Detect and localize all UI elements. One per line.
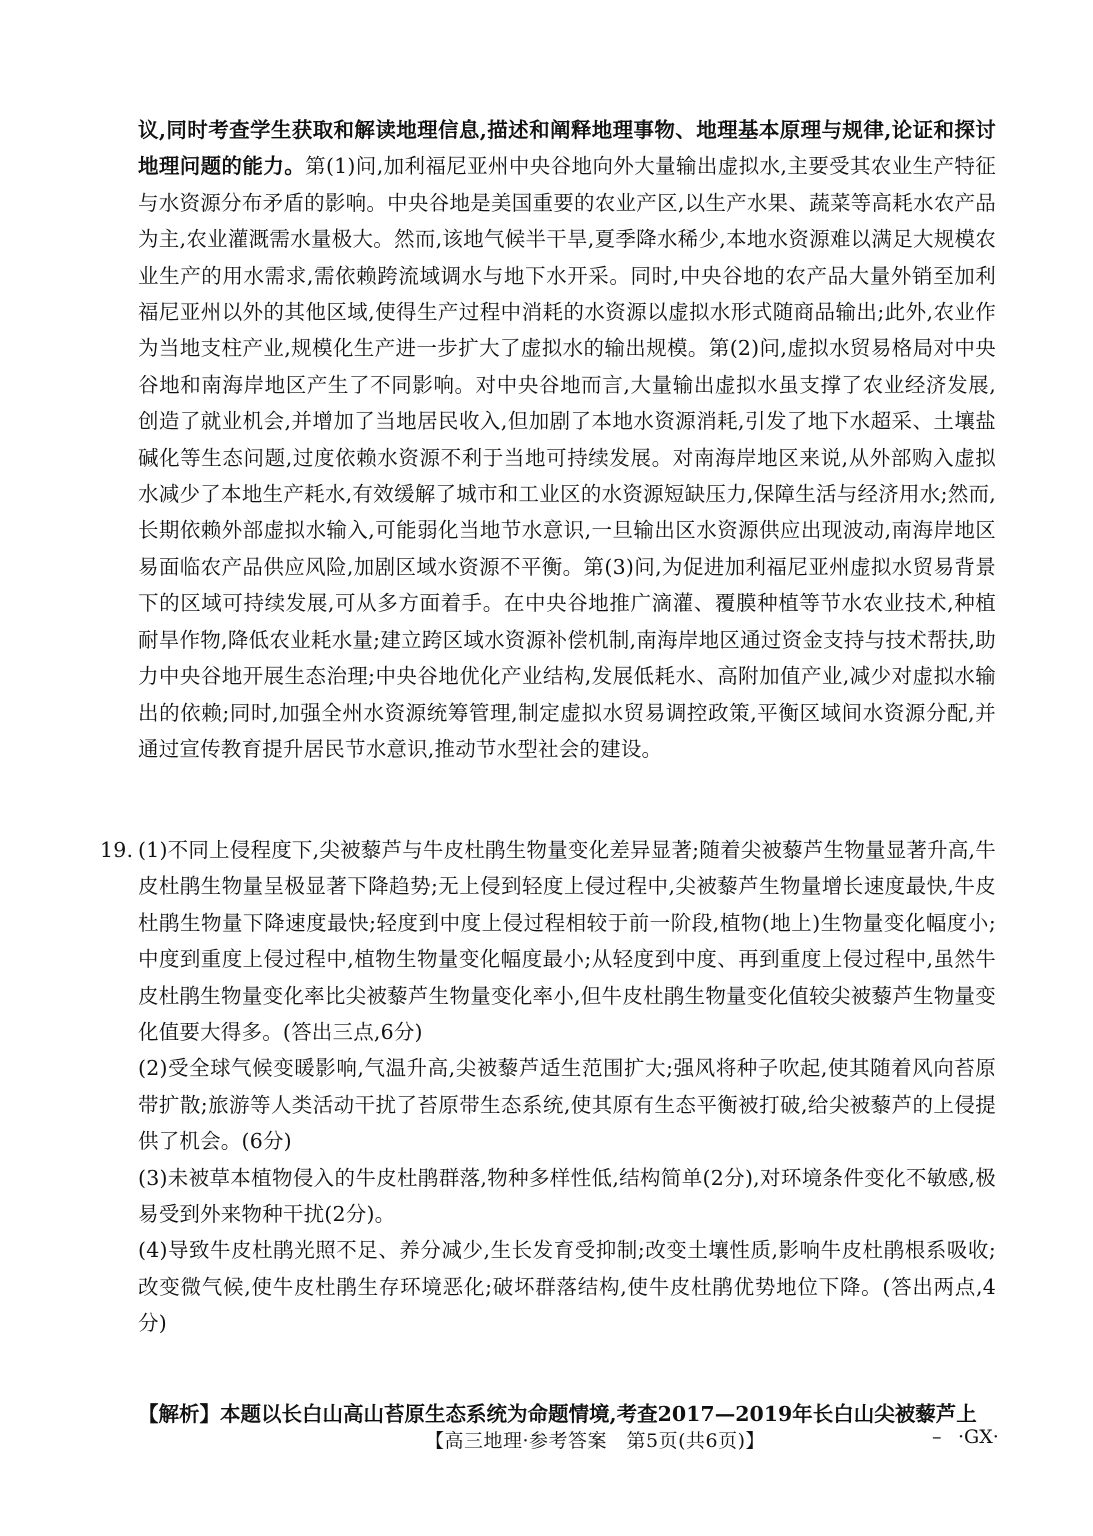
analysis-tag: 【解析】 [138, 1402, 220, 1426]
q19-part-3 [138, 1160, 996, 1233]
footer-page-info: 【高三地理·参考答案 第5页(共6页)】 [425, 1430, 766, 1452]
q19-part-1-text: (1)不同上侵程度下,尖被藜芦与牛皮杜鹃生物量变化差异显著;随着尖被藜芦生物量显著升高,牛皮杜鹃生物量呈极显著下降趋势;无上侵到轻度上侵过程中,尖被藜芦生物量增长速度最快,牛皮杜鹃生物量下降速度最快;轻度到中度上侵过程相较于前一阶段,植物(地上)生物量变化幅度小;中度到重度上侵过程中,植物生物量变化幅度最小;从轻度到中度、再到重度上侵过程中,虽然牛皮杜鹃生物量变化率比尖被藜芦生物量变化率小,但牛皮杜鹃生物量变化值较尖被藜芦生物量变化值要大得多。(答出三点,6分) [138, 838, 996, 1045]
intro-lead-text: 议,同时考查学生获取和解读地理信息,描述和阐释地理事物、地理基本原理与规律,论证和探讨地理问题的能力。 [138, 118, 996, 179]
page-footer [0, 1426, 1093, 1466]
question-19-answer [100, 832, 996, 1342]
intro-body-text: 第(1)问,加利福尼亚州中央谷地向外大量输出虚拟水,主要受其农业生产特征与水资源分布矛盾的影响。中央谷地是美国重要的农业产区,以生产水果、蔬菜等高耗水农产品为主,农业灌溉需水量极大。然而,该地气候半干旱,夏季降水稀少,本地水资源难以满足大规模农业生产的用水需求,需依赖跨流域调水与地下水开采。同时,中央谷地的农产品大量外销至加利福尼亚州以外的其他区域,使得生产过程中消耗的水资源以虚拟水形式随商品输出;此外,农业作为当地支柱产业,规模化生产进一步扩大了虚拟水的输出规模。第(2)问,虚拟水贸易格局对中央谷地和南海岸地区产生了不同影响。对中央谷地而言,大量输出虚拟水虽支撑了农业经济发展,创造了就业机会,并增加了当地居民收入,但加剧了本地水资源消耗,引发了地下水超采、土壤盐碱化等生态问题,过度依赖水资源不利于当地可持续发展。对南海岸地区来说,从外部购入虚拟水减少了本地生产耗水,有效缓解了城市和工业区的水资源短缺压力,保障生活与经济用水;然而,长期依赖外部虚拟水输入,可能弱化当地节水意识,一旦输出区水资源供应出现波动,南海岸地区易面临农产品供应风险,加剧区域水资源不平衡。第(3)问,为促进加利福尼亚州虚拟水贸易背景下的区域可持续发展,可从多方面着手。在中央谷地推广滴灌、覆膜种植等节水农业技术,种植耐旱作物,降低农业耗水量;建立跨区域水资源补偿机制,南海岸地区通过资金支持与技术帮扶,助力中央谷地开展生态治理;中央谷地优化产业结构,发展低耗水、高附加值产业,减少对虚拟水输出的依赖;同时,加强全州水资源统筹管理,制定虚拟水贸易调控政策,平衡区域间水资源分配,并通过宣传教育提升居民节水意识,推动节水型社会的建设。 [138, 154, 996, 761]
q19-part-2-text: (2)受全球气候变暖影响,气温升高,尖被藜芦适生范围扩大;强风将种子吹起,使其随着风向苔原带扩散;旅游等人类活动干扰了苔原带生态系统,使其原有生态平衡被打破,给尖被藜芦的上侵提供了机会。(6分) [138, 1056, 996, 1154]
analysis-text: 本题以长白山高山苔原生态系统为命题情境,考查2017—2019年长白山尖被藜芦上 [220, 1402, 977, 1426]
intro-analysis-paragraph [138, 112, 996, 767]
footer-dash-mark: – [932, 1426, 942, 1448]
q19-part-3-text: (3)未被草本植物侵入的牛皮杜鹃群落,物种多样性低,结构简单(2分),对环境条件变化不敏感,极易受到外来物种干扰(2分)。 [138, 1165, 996, 1227]
q19-part-1 [100, 832, 996, 1050]
footer-code: ·GX· [958, 1426, 999, 1448]
q19-part-2 [138, 1050, 996, 1159]
question-number: 19. [100, 838, 134, 862]
q19-part-4-text: (4)导致牛皮杜鹃光照不足、养分减少,生长发育受抑制;改变土壤性质,影响牛皮杜鹃根系吸收;改变微气候,使牛皮杜鹃生存环境恶化;破坏群落结构,使牛皮杜鹃优势地位下降。(答出两点,4分) [138, 1238, 996, 1336]
q19-part-4 [138, 1232, 996, 1341]
